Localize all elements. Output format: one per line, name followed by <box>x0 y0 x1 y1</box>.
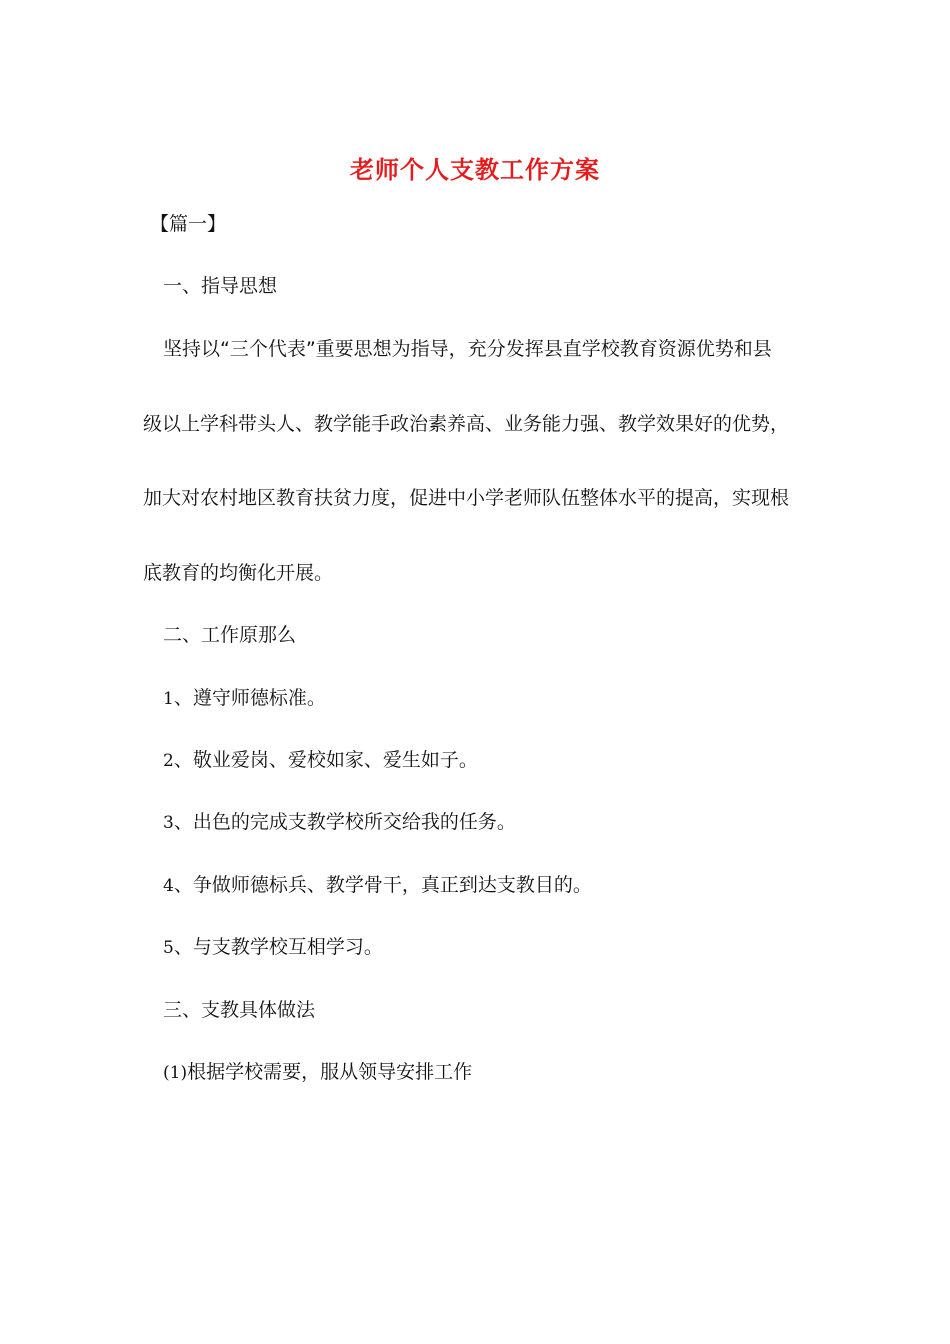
paragraph-line-4: 底教育的均衡化开展。 <box>143 562 334 584</box>
principle-text: 、出色的完成支教学校所交给我的任务。 <box>173 811 516 833</box>
principle-number: 1 <box>163 689 174 709</box>
principle-item <box>163 873 592 898</box>
principle-item <box>163 686 326 711</box>
principle-text: 、遵守师德标准。 <box>173 687 326 709</box>
principle-text: 、争做师德标兵、教学骨干，真正到达支教目的。 <box>173 874 592 896</box>
principle-text: 、敬业爱岗、爱校如家、爱生如子。 <box>173 749 478 771</box>
principle-item <box>163 810 516 835</box>
heading-work-principles: 二、工作原那么 <box>163 624 297 646</box>
principle-item <box>163 935 383 960</box>
practice-text: 根据学校需要，服从领导安排工作 <box>187 1061 473 1083</box>
paragraph-line-3: 加大对农村地区教育扶贫力度，促进中小学老师队伍整体水平的提高，实现根 <box>143 487 790 509</box>
principle-text: 、与支教学校互相学习。 <box>173 936 383 958</box>
principle-number: 3 <box>163 813 174 833</box>
paragraph-line-1: 坚持以“三个代表”重要思想为指导，充分发挥县直学校教育资源优势和县 <box>163 338 772 360</box>
section-tag: 【篇一】 <box>150 213 227 235</box>
principle-item <box>163 748 478 773</box>
heading-specific-practices: 三、支教具体做法 <box>163 999 316 1021</box>
paragraph-line-2: 级以上学科带头人、教学能手政治素养高、业务能力强、教学效果好的优势， <box>143 413 790 435</box>
principle-number: 2 <box>163 751 174 771</box>
principle-number: 4 <box>163 876 174 896</box>
practice-number: (1) <box>163 1063 188 1083</box>
document-title: 老师个人支教工作方案 <box>350 155 600 184</box>
heading-guiding-ideology: 一、指导思想 <box>163 275 278 297</box>
principle-number: 5 <box>163 938 174 958</box>
practice-item <box>163 1060 472 1085</box>
